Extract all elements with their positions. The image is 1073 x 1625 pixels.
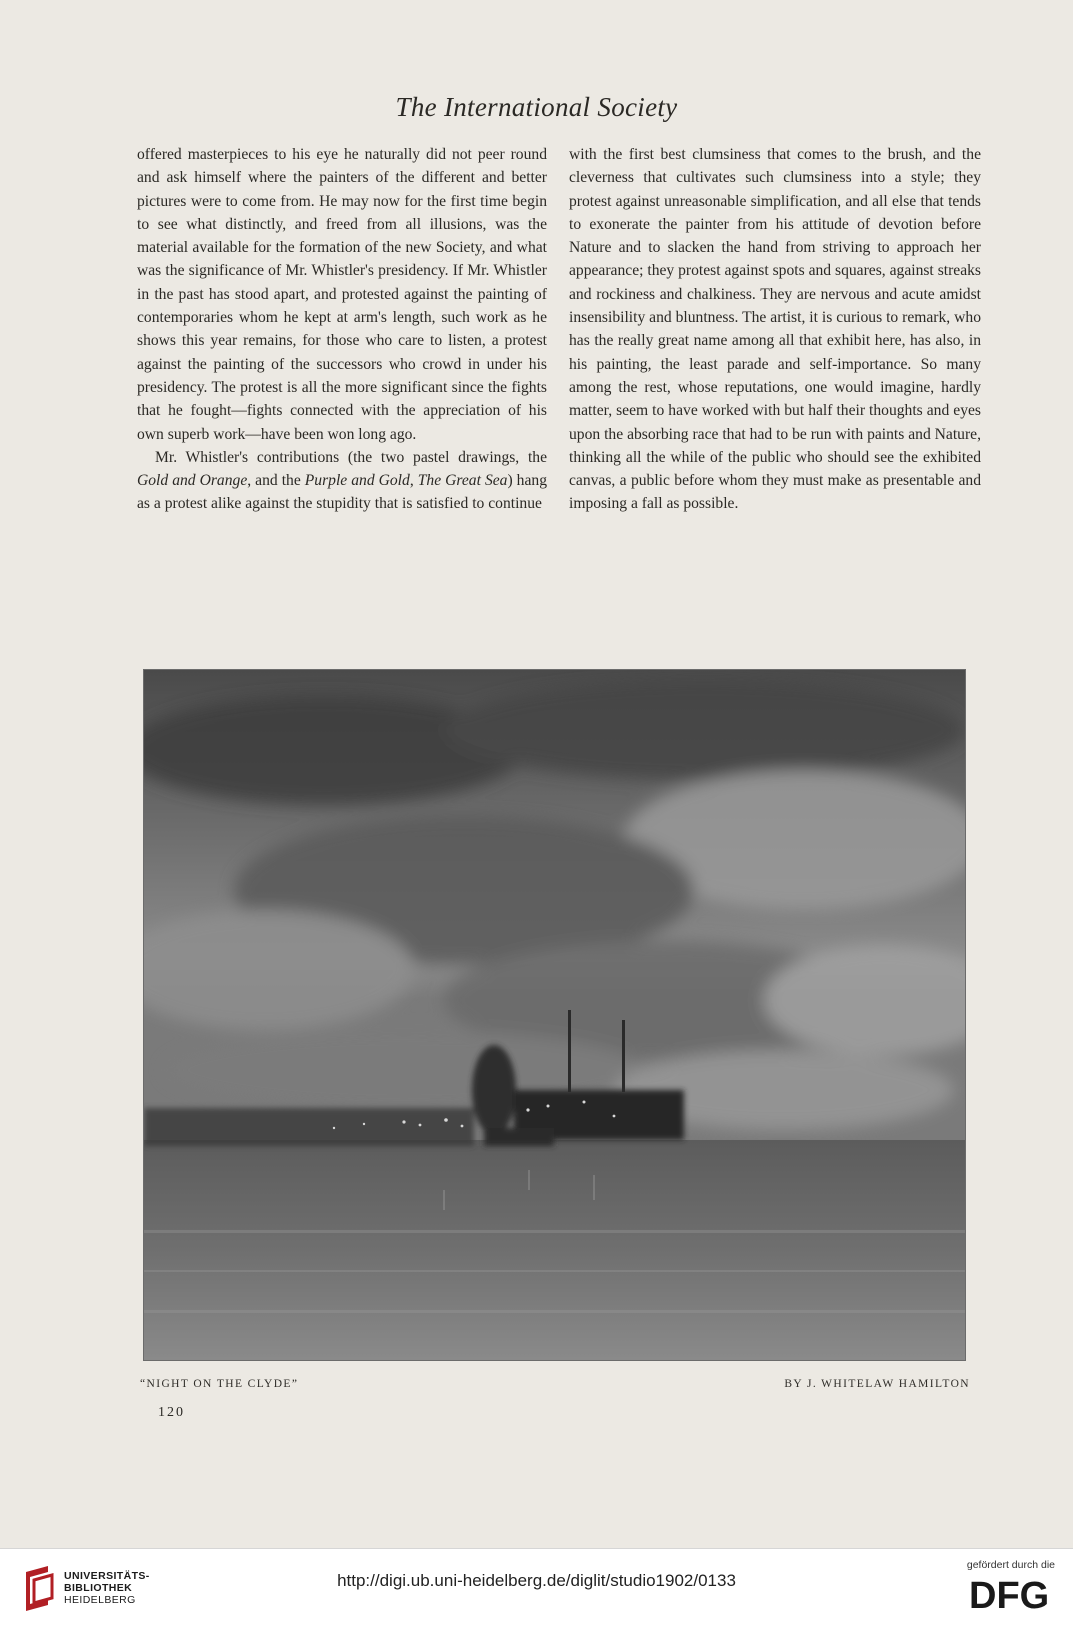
- left-text-column: [137, 143, 547, 516]
- figure-caption-title: “NIGHT ON THE CLYDE”: [140, 1378, 299, 1390]
- digitization-footer: [0, 1548, 1073, 1625]
- painting-illustration: [143, 669, 966, 1361]
- running-head: The International Society: [395, 92, 678, 122]
- page-number: 120: [158, 1405, 185, 1420]
- artwork-title-the-great-sea: The Great Sea: [417, 472, 508, 490]
- para2-text-b: , and the: [247, 472, 305, 490]
- para2-text-c: ,: [409, 472, 418, 490]
- left-paragraph-1: offered masterpieces to his eye he naturally did not peer round and ask himself where the painters of the different and better pictures were to come from. He may now for the first time begin to see what distinctly, and freed from all illusions, was the material available for the formation of the new Society, and what was the significance of Mr. Whistler's presidency. If Mr. Whistler in the past has stood apart, and protested against the painting of contemporaries whom he kept at arm's length, such work as he shows this year remains, for those who care to listen, a protest against the painting of the successors who crowd in under his presidency. The protest is all the more significant since the fights that he fought—fights connected with the appreciation of his own superb work—have been won long ago.: [137, 146, 547, 443]
- night-seascape-image: [144, 670, 965, 1360]
- dfg-logo: [969, 1576, 1055, 1617]
- para2-text-d: ) hang as a protest alike against the stupidity that is satisfied to continue: [137, 472, 547, 513]
- library-name-line-2: BIBLIOTHEK: [64, 1582, 133, 1594]
- right-paragraph-1: with the first best clumsiness that comes to the brush, and the cleverness that cultivates such clumsiness into a style; they protest against unreasonable simplification, and all else that tends to exonerate the painter from his attitude of devotion before Nature and to slacken the hand from striving to approach her appearance; they protest against spots and squares, against streaks and rockiness and chalkiness. They are nervous and acute amidst insensibility and bluntness. The artist, it is curious to remark, who has the really great name among all that exhibit here, has also, in his painting, the least parade and self-importance. So many among the rest, whose reputations, one would imagine, hardly matter, seem to have worked with but half their thoughts and eyes upon the absorbing race that had to be run with paints and Nature, thinking all the while of the public who should see the exhibited canvas, a public before whom they must make as presentable and imposing a fall as possible.: [569, 146, 981, 513]
- funding-note: gefördert durch die: [966, 1559, 1055, 1571]
- para2-text-a: Mr. Whistler's contributions (the two pastel drawings, the: [155, 448, 547, 466]
- dfg-logo-text: DFG: [969, 1576, 1050, 1612]
- library-name-line-1: UNIVERSITÄTS-: [64, 1570, 150, 1582]
- library-name-line-3: HEIDELBERG: [64, 1594, 136, 1606]
- figure-caption-artist: BY J. WHITELAW HAMILTON: [784, 1378, 970, 1390]
- artwork-title-gold-and-orange: Gold and Orange: [137, 472, 248, 490]
- artwork-title-purple-and-gold: Purple and Gold: [304, 472, 410, 490]
- permalink-url[interactable]: http://digi.ub.uni-heidelberg.de/diglit/studio1902/0133: [337, 1571, 736, 1590]
- right-text-column: [569, 143, 981, 516]
- left-paragraph-2: [137, 446, 547, 516]
